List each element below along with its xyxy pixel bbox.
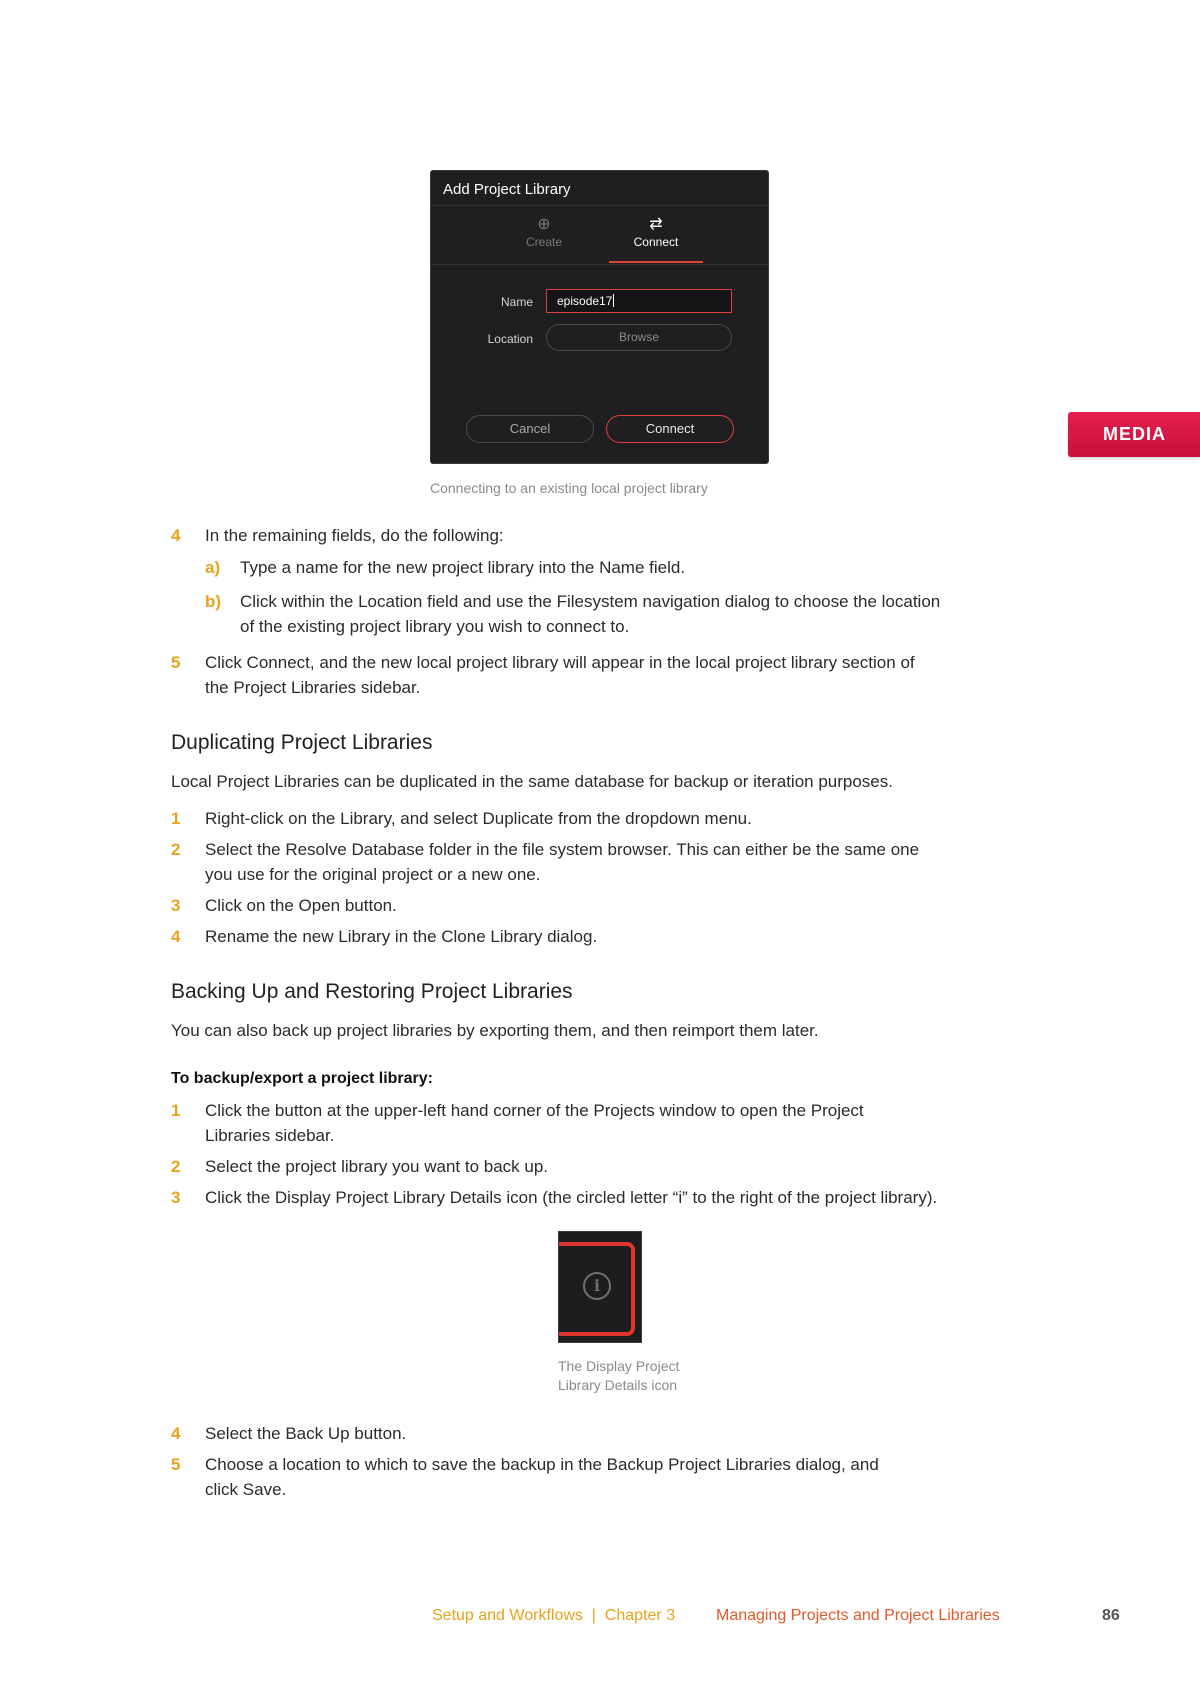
substep-text: Type a name for the new project library into the Name field. [240,558,686,577]
section-intro: You can also back up project libraries by exporting them, and then reimport them later. [171,1021,819,1040]
page-number: 86 [1102,1607,1120,1624]
step-text: Libraries sidebar. [205,1126,335,1145]
subheading: To backup/export a project library: [171,1070,433,1087]
step-text: the Project Libraries sidebar. [205,678,421,697]
connect-button[interactable]: Connect [606,415,734,443]
step-text: In the remaining fields, do the following: [205,526,504,545]
plus-circle-icon: ⊕ [537,216,551,233]
substep-text: Click within the Location field and use the Filesystem navigation dialog to choose the location [240,592,941,611]
name-input[interactable] [546,289,732,313]
section-heading: Duplicating Project Libraries [171,731,433,754]
footer-chapter: Setup and Workflows | Chapter 3 [432,1607,676,1624]
dialog-title: Add Project Library [443,181,571,198]
tab-connect[interactable] [606,215,706,249]
dialog-caption: Connecting to an existing local project library [430,480,708,496]
step-number: 3 [171,896,181,915]
step-number: 4 [171,927,181,946]
location-label: Location [487,332,533,346]
step-number: 5 [171,1455,181,1474]
step-number: 1 [171,809,181,828]
step-number: 2 [171,1157,181,1176]
step-text: Select the Back Up button. [205,1424,407,1443]
add-project-library-dialog [430,170,769,464]
step-text: Select the Resolve Database folder in the file system browser. This can either be the same one [205,840,920,859]
step-number: 4 [171,526,181,545]
substep-text: of the existing project library you wish to connect to. [240,617,630,636]
active-tab-indicator [609,261,703,263]
section-heading: Backing Up and Restoring Project Libraries [171,980,573,1003]
cancel-button[interactable]: Cancel [466,415,594,443]
step-text: Rename the new Library in the Clone Library dialog. [205,927,598,946]
info-icon: i [583,1272,611,1300]
icon-caption: Library Details icon [558,1377,678,1393]
tab-create[interactable] [494,215,594,249]
swap-arrows-icon: ⇄ [649,216,663,233]
step-number: 4 [171,1424,181,1443]
tab-create-label: Create [525,235,563,249]
step-number: 1 [171,1101,181,1120]
divider [431,264,768,265]
icon-caption: The Display Project [558,1358,680,1374]
browse-button[interactable]: Browse [546,324,732,351]
step-text: Click the Display Project Library Details icon (the circled letter “i” to the right of the project library). [205,1188,938,1207]
step-number: 2 [171,840,181,859]
library-details-screenshot [558,1231,642,1343]
section-intro: Local Project Libraries can be duplicated in the same database for backup or iteration purposes. [171,772,893,791]
step-number: 5 [171,653,181,672]
footer-section-title: Managing Projects and Project Libraries [716,1607,1000,1624]
step-text: Click Connect, and the new local project library will appear in the local project library section of [205,653,915,672]
step-text: Click on the Open button. [205,896,397,915]
tab-connect-label: Connect [633,235,679,249]
step-text: click Save. [205,1480,287,1499]
substep-letter: b) [205,592,222,611]
step-text: Right-click on the Library, and select Duplicate from the dropdown menu. [205,809,752,828]
step-text: Click the button at the upper-left hand corner of the Projects window to open the Project [205,1101,864,1120]
step-text: Select the project library you want to back up. [205,1157,549,1176]
step-text: Choose a location to which to save the backup in the Backup Project Libraries dialog, and [205,1455,879,1474]
divider [431,205,768,206]
step-number: 3 [171,1188,181,1207]
name-label: Name [500,295,533,309]
name-input-value: episode17 [557,294,613,308]
substep-letter: a) [205,558,221,577]
section-tab-media: MEDIA [1068,412,1200,457]
step-text: you use for the original project or a new one. [205,865,541,884]
